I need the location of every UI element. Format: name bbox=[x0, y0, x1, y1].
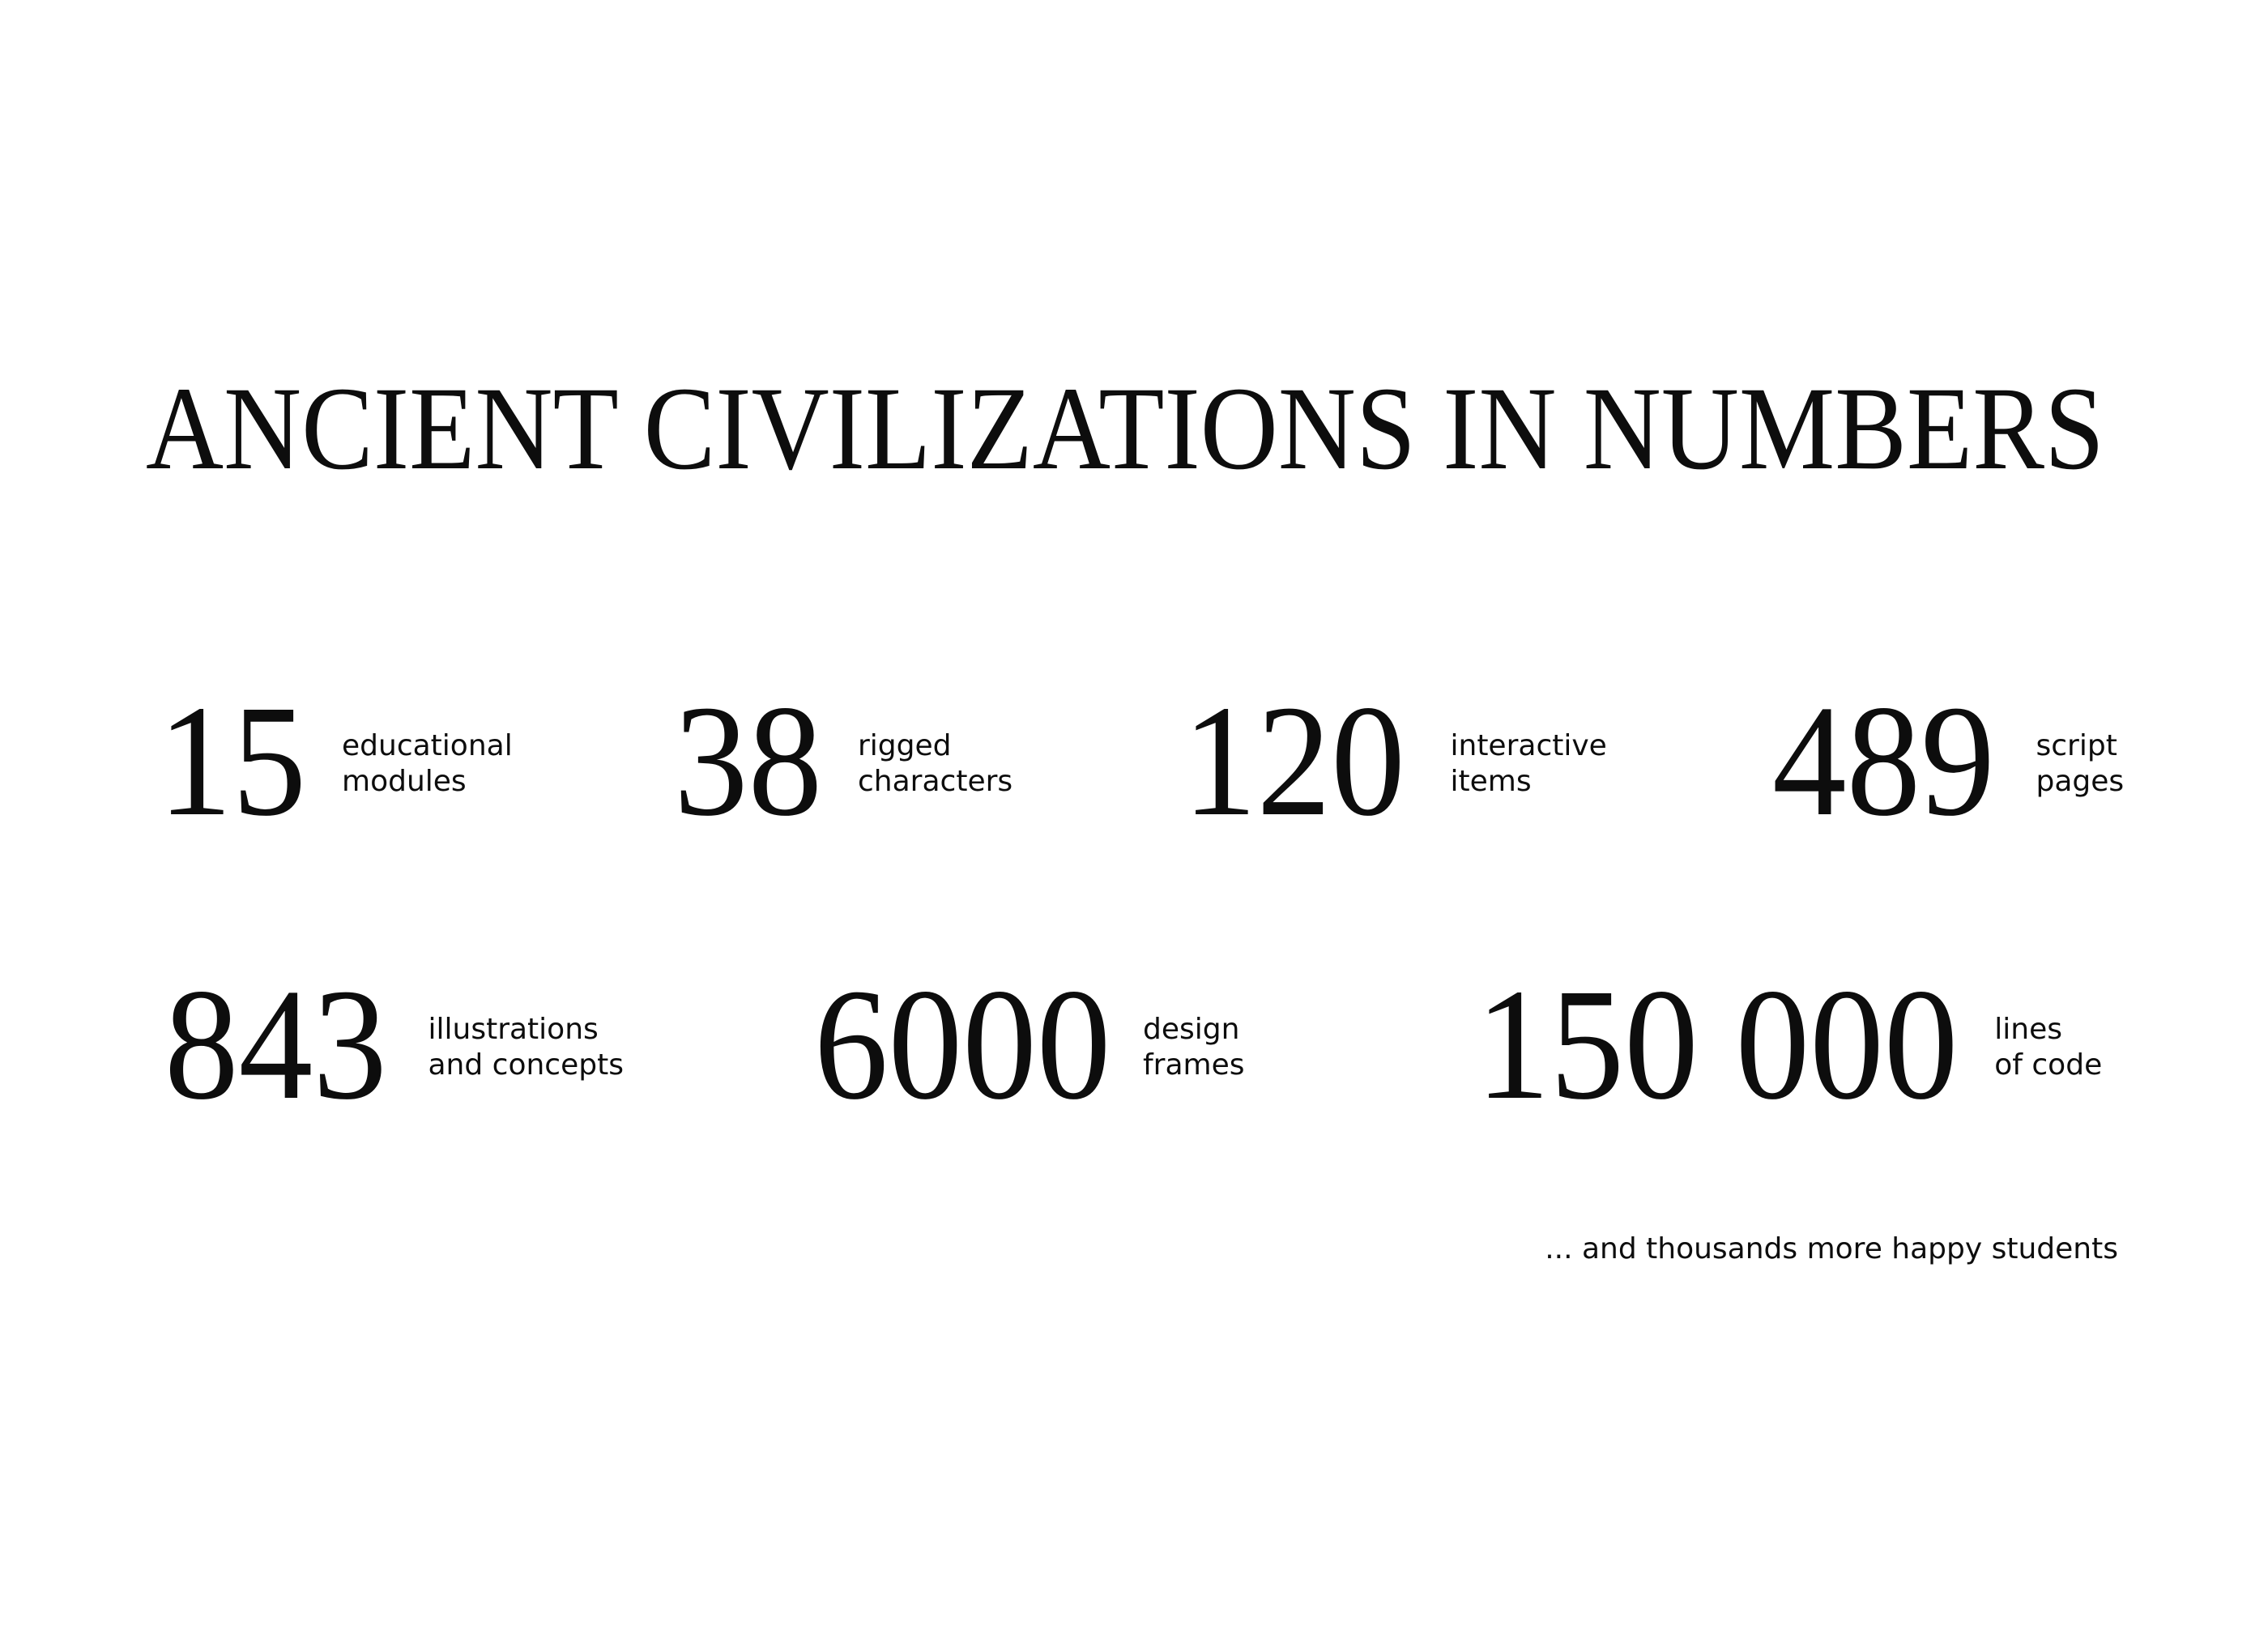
stat-number: 120 bbox=[1183, 672, 1405, 849]
stat-label-line2: modules bbox=[342, 764, 467, 798]
stat-label-line2: items bbox=[1450, 764, 1532, 798]
stat-number: 150 000 bbox=[1476, 955, 1959, 1133]
stat-label bbox=[1143, 1012, 1245, 1083]
stat-label bbox=[1994, 1012, 2102, 1083]
stat-label bbox=[428, 1012, 624, 1083]
stat-number: 843 bbox=[164, 955, 387, 1133]
stat-label-line2: characters bbox=[858, 764, 1013, 798]
stat-label-line1: script bbox=[2036, 728, 2117, 762]
stat-label-line1: design bbox=[1143, 1012, 1240, 1046]
stat-label-line2: pages bbox=[2036, 764, 2125, 798]
stat-illustrations-concepts bbox=[164, 955, 624, 1133]
stat-number: 489 bbox=[1772, 672, 1995, 849]
stat-label-line1: lines bbox=[1994, 1012, 2062, 1046]
stat-lines-of-code bbox=[1476, 955, 2103, 1133]
page-title: ANCIENT CIVILIZATIONS IN NUMBERS bbox=[146, 362, 2104, 494]
stat-label-line1: illustrations bbox=[428, 1012, 599, 1046]
stat-rigged-characters bbox=[674, 672, 1013, 849]
stat-label-line1: rigged bbox=[858, 728, 952, 762]
stat-design-frames bbox=[814, 955, 1245, 1133]
stat-interactive-items bbox=[1183, 672, 1607, 849]
stat-script-pages bbox=[1772, 672, 2125, 849]
stat-label-line1: educational bbox=[342, 728, 513, 762]
stat-label-line2: frames bbox=[1143, 1048, 1245, 1082]
stat-label-line1: interactive bbox=[1450, 728, 1607, 762]
stat-number: 15 bbox=[158, 672, 307, 849]
stat-number: 38 bbox=[674, 672, 823, 849]
footer-note: ... and thousands more happy students bbox=[1545, 1232, 2118, 1266]
stat-label bbox=[2036, 728, 2125, 800]
stat-number: 6000 bbox=[814, 955, 1111, 1133]
stat-label-line2: of code bbox=[1994, 1048, 2103, 1082]
stat-label bbox=[1451, 728, 1607, 800]
stat-label bbox=[342, 728, 513, 800]
stat-label-line2: and concepts bbox=[428, 1048, 624, 1082]
stat-educational-modules bbox=[158, 672, 513, 849]
stat-label bbox=[858, 728, 1013, 800]
